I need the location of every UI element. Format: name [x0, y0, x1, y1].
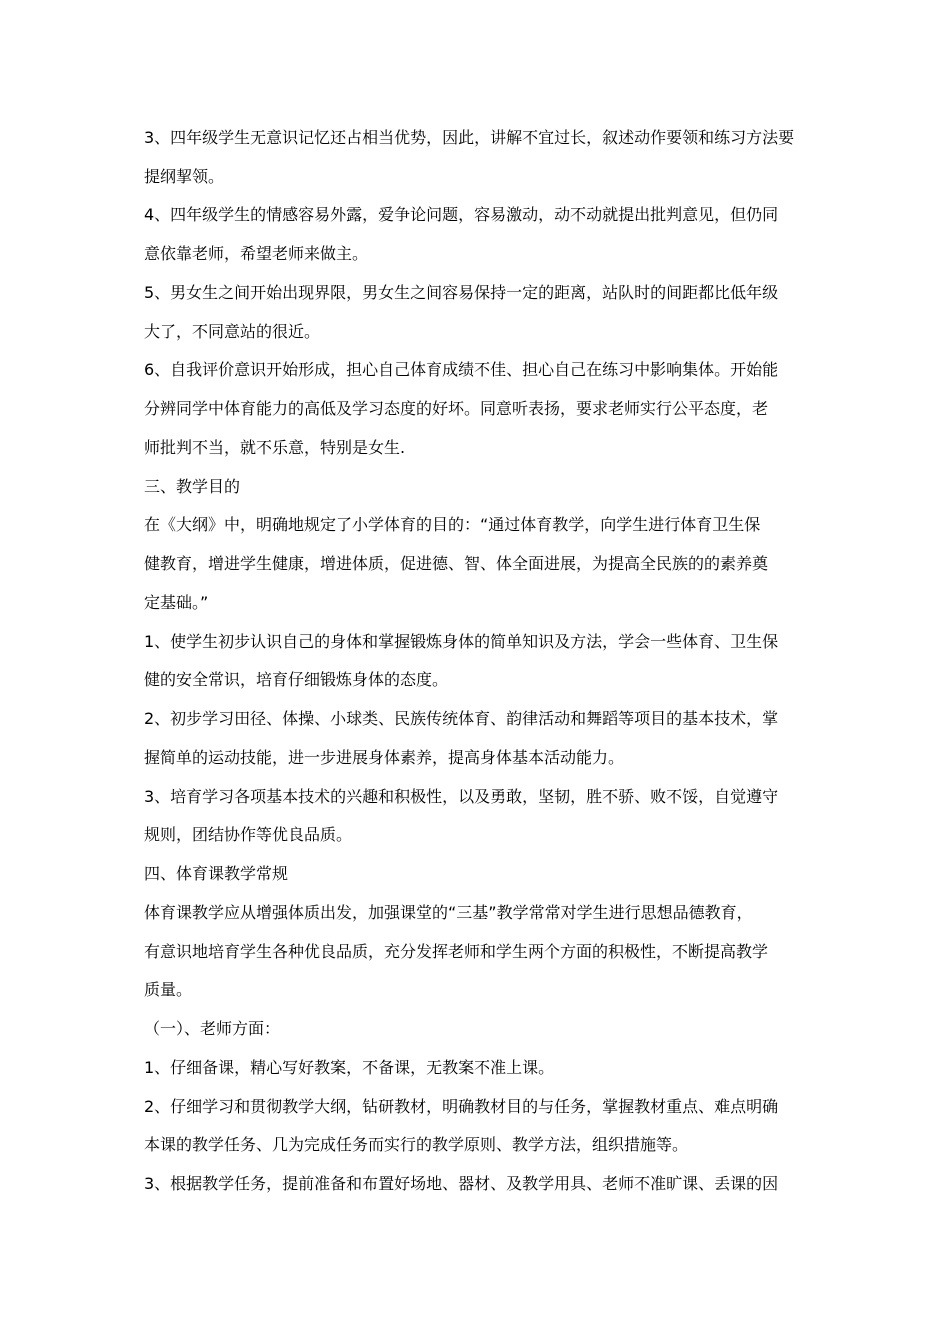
paragraph-line: 定基础。”	[144, 593, 209, 612]
paragraph-line: 规则，团结协作等优良品质。	[144, 825, 353, 844]
paragraph-line: 4、四年级学生的情感容易外露，爱争论问题，容易激动，动不动就提出批判意见，但仍同	[144, 205, 779, 224]
paragraph-line: 健的安全常识，培育仔细锻炼身体的态度。	[144, 670, 449, 689]
paragraph-line: 在《大纲》中，明确地规定了小学体育的目的：“通过体育教学，向学生进行体育卫生保	[144, 515, 761, 534]
paragraph-line: 意依靠老师，希望老师来做主。	[144, 244, 369, 263]
paragraph-line: 体育课教学应从增强体质出发，加强课堂的“三基”教学常常对学生进行思想品德教育，	[144, 903, 753, 922]
paragraph-line: 2、初步学习田径、体操、小球类、民族传统体育、韵律活动和舞蹈等项目的基本技术，掌	[144, 709, 779, 728]
paragraph-line: 1、使学生初步认识自己的身体和掌握锻炼身体的简单知识及方法，学会一些体育、卫生保	[144, 632, 779, 651]
paragraph-line: 有意识地培育学生各种优良品质，充分发挥老师和学生两个方面的积极性，不断提高教学	[144, 942, 769, 961]
paragraph-line: 大了，不同意站的很近。	[144, 322, 321, 341]
paragraph-line: 3、四年级学生无意识记忆还占相当优势，因此，讲解不宜过长，叙述动作要领和练习方法要	[144, 128, 795, 147]
paragraph-line: 分辨同学中体育能力的高低及学习态度的好坏。同意听表扬，要求老师实行公平态度，老	[144, 399, 769, 418]
subsection-heading: （一）、老师方面：	[144, 1019, 281, 1038]
section-heading: 四、体育课教学常规	[144, 864, 289, 883]
section-heading: 三、教学目的	[144, 477, 241, 496]
paragraph-line: 健教育，增进学生健康，增进体质，促进德、智、体全面进展，为提高全民族的的素养奠	[144, 554, 769, 573]
paragraph-line: 握简单的运动技能，进一步进展身体素养，提高身体基本活动能力。	[144, 748, 625, 767]
paragraph-line: 5、男女生之间开始出现界限，男女生之间容易保持一定的距离，站队时的间距都比低年级	[144, 283, 779, 302]
paragraph-line: 6、自我评价意识开始形成，担心自己体育成绩不佳、担心自己在练习中影响集体。开始能	[144, 360, 779, 379]
paragraph-line: 提纲挈领。	[144, 167, 225, 186]
paragraph-line: 2、仔细学习和贯彻教学大纲，钻研教材，明确教材目的与任务，掌握教材重点、难点明确	[144, 1097, 779, 1116]
paragraph-line: 3、培育学习各项基本技术的兴趣和积极性，以及勇敢，坚韧，胜不骄、败不馁，自觉遵守	[144, 787, 779, 806]
paragraph-line: 3、根据教学任务，提前准备和布置好场地、器材、及教学用具、老师不准旷课、丢课的因	[144, 1174, 779, 1193]
paragraph-line: 师批判不当，就不乐意，特别是女生.	[144, 438, 406, 457]
paragraph-line: 本课的教学任务、几为完成任务而实行的教学原则、教学方法，组织措施等。	[144, 1135, 689, 1154]
paragraph-line: 质量。	[144, 980, 193, 999]
paragraph-line: 1、仔细备课，精心写好教案，不备课，无教案不准上课。	[144, 1058, 555, 1077]
